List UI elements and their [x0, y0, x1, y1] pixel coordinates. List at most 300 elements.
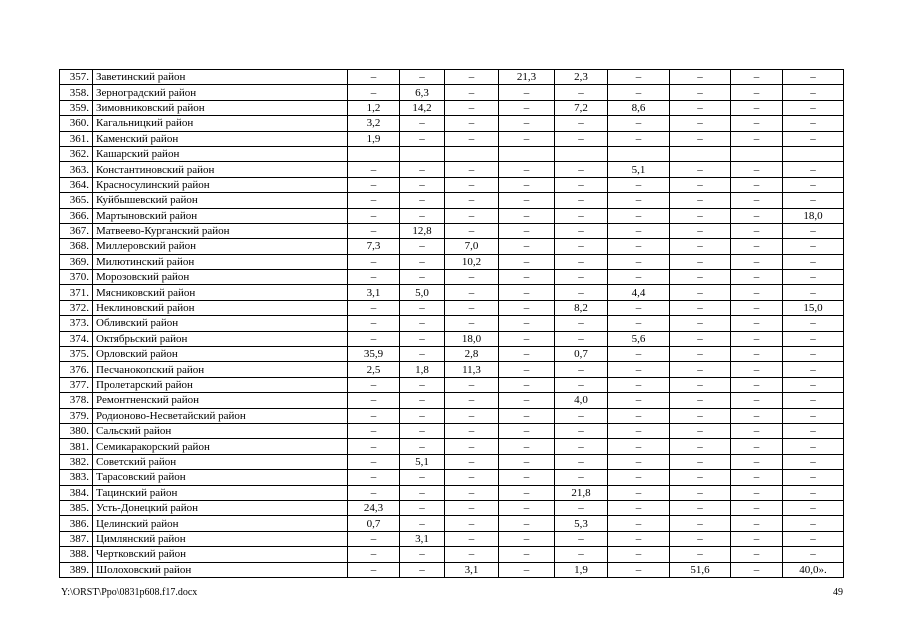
value-cell: –: [670, 485, 731, 500]
district-name: Тацинский район: [93, 485, 348, 500]
table-row: [60, 70, 844, 85]
row-number: 389.: [60, 562, 93, 577]
value-cell: –: [555, 193, 608, 208]
value-cell: –: [731, 316, 783, 331]
value-cell: –: [445, 516, 499, 531]
value-cell: –: [499, 254, 555, 269]
value-cell: –: [608, 439, 670, 454]
value-cell: –: [670, 393, 731, 408]
value-cell: –: [731, 300, 783, 315]
value-cell: –: [348, 85, 400, 100]
value-cell: 7,0: [445, 239, 499, 254]
row-number: 377.: [60, 377, 93, 392]
value-cell: –: [499, 285, 555, 300]
value-cell: –: [783, 177, 844, 192]
row-number: 387.: [60, 531, 93, 546]
value-cell: –: [783, 547, 844, 562]
value-cell: 3,1: [400, 531, 445, 546]
value-cell: –: [348, 316, 400, 331]
value-cell: 21,8: [555, 485, 608, 500]
value-cell: –: [731, 239, 783, 254]
value-cell: –: [608, 423, 670, 438]
district-name: Советский район: [93, 454, 348, 469]
value-cell: –: [608, 500, 670, 515]
value-cell: –: [499, 300, 555, 315]
row-number: 376.: [60, 362, 93, 377]
district-name: Куйбышевский район: [93, 193, 348, 208]
value-cell: 18,0: [783, 208, 844, 223]
table-row: [60, 393, 844, 408]
value-cell: –: [783, 362, 844, 377]
value-cell: –: [400, 377, 445, 392]
value-cell: –: [731, 85, 783, 100]
value-cell: –: [348, 162, 400, 177]
row-number: 370.: [60, 270, 93, 285]
value-cell: –: [445, 177, 499, 192]
value-cell: –: [670, 454, 731, 469]
value-cell: –: [608, 208, 670, 223]
value-cell: –: [670, 347, 731, 362]
table-row: [60, 100, 844, 115]
value-cell: –: [608, 239, 670, 254]
value-cell: –: [400, 177, 445, 192]
value-cell: –: [731, 531, 783, 546]
value-cell: –: [400, 500, 445, 515]
district-name: Зерноградский район: [93, 85, 348, 100]
value-cell: –: [400, 347, 445, 362]
value-cell: –: [608, 454, 670, 469]
district-name: Шолоховский район: [93, 562, 348, 577]
value-cell: 2,8: [445, 347, 499, 362]
value-cell: [555, 146, 608, 161]
value-cell: –: [400, 300, 445, 315]
value-cell: –: [670, 316, 731, 331]
value-cell: –: [348, 439, 400, 454]
value-cell: –: [783, 85, 844, 100]
value-cell: –: [499, 208, 555, 223]
district-name: Заветинский район: [93, 70, 348, 85]
district-name: Кагальницкий район: [93, 116, 348, 131]
row-number: 358.: [60, 85, 93, 100]
value-cell: [783, 146, 844, 161]
value-cell: –: [445, 270, 499, 285]
district-name: Константиновский район: [93, 162, 348, 177]
value-cell: –: [499, 239, 555, 254]
value-cell: –: [348, 547, 400, 562]
table-row: [60, 485, 844, 500]
value-cell: –: [670, 531, 731, 546]
value-cell: –: [499, 393, 555, 408]
value-cell: –: [499, 162, 555, 177]
value-cell: –: [783, 470, 844, 485]
district-name: Цимлянский район: [93, 531, 348, 546]
value-cell: –: [731, 116, 783, 131]
table-row: [60, 347, 844, 362]
value-cell: –: [348, 423, 400, 438]
value-cell: –: [670, 100, 731, 115]
value-cell: [499, 146, 555, 161]
value-cell: –: [608, 377, 670, 392]
value-cell: –: [670, 377, 731, 392]
table-row: [60, 470, 844, 485]
value-cell: –: [555, 362, 608, 377]
value-cell: –: [555, 239, 608, 254]
value-cell: –: [445, 100, 499, 115]
value-cell: –: [731, 177, 783, 192]
value-cell: –: [783, 485, 844, 500]
value-cell: –: [400, 516, 445, 531]
value-cell: –: [783, 285, 844, 300]
value-cell: –: [499, 470, 555, 485]
value-cell: –: [555, 439, 608, 454]
value-cell: 6,3: [400, 85, 445, 100]
value-cell: –: [783, 331, 844, 346]
table-row: [60, 285, 844, 300]
value-cell: –: [499, 85, 555, 100]
district-name: Каменский район: [93, 131, 348, 146]
row-number: 361.: [60, 131, 93, 146]
data-table: [59, 69, 844, 578]
district-name: Усть-Донецкий район: [93, 500, 348, 515]
row-number: 359.: [60, 100, 93, 115]
value-cell: –: [731, 70, 783, 85]
value-cell: 1,2: [348, 100, 400, 115]
value-cell: –: [670, 285, 731, 300]
value-cell: –: [400, 270, 445, 285]
row-number: 372.: [60, 300, 93, 315]
district-name: Орловский район: [93, 347, 348, 362]
district-name: Красносулинский район: [93, 177, 348, 192]
value-cell: [348, 146, 400, 161]
row-number: 385.: [60, 500, 93, 515]
value-cell: –: [731, 470, 783, 485]
table-row: [60, 454, 844, 469]
value-cell: –: [731, 516, 783, 531]
table-row: [60, 500, 844, 515]
value-cell: –: [555, 316, 608, 331]
value-cell: –: [731, 408, 783, 423]
value-cell: 7,3: [348, 239, 400, 254]
value-cell: –: [499, 316, 555, 331]
value-cell: –: [783, 531, 844, 546]
row-number: 368.: [60, 239, 93, 254]
value-cell: –: [731, 562, 783, 577]
value-cell: –: [499, 547, 555, 562]
value-cell: –: [608, 485, 670, 500]
district-name: Мартыновский район: [93, 208, 348, 223]
row-number: 366.: [60, 208, 93, 223]
table-row: [60, 331, 844, 346]
value-cell: –: [783, 393, 844, 408]
value-cell: [670, 146, 731, 161]
footer-file-path: Y:\ORST\Ppo\0831p608.f17.docx: [61, 587, 198, 598]
row-number: 374.: [60, 331, 93, 346]
value-cell: –: [348, 377, 400, 392]
table-row: [60, 193, 844, 208]
value-cell: –: [499, 500, 555, 515]
value-cell: 5,0: [400, 285, 445, 300]
row-number: 373.: [60, 316, 93, 331]
value-cell: –: [348, 270, 400, 285]
row-number: 386.: [60, 516, 93, 531]
table-row: [60, 362, 844, 377]
row-number: 384.: [60, 485, 93, 500]
value-cell: –: [445, 500, 499, 515]
value-cell: –: [783, 254, 844, 269]
value-cell: 18,0: [445, 331, 499, 346]
value-cell: –: [731, 131, 783, 146]
value-cell: –: [608, 470, 670, 485]
value-cell: –: [670, 270, 731, 285]
district-name: Миллеровский район: [93, 239, 348, 254]
value-cell: –: [348, 470, 400, 485]
value-cell: –: [670, 300, 731, 315]
value-cell: –: [608, 300, 670, 315]
district-name: Милютинский район: [93, 254, 348, 269]
table-row: [60, 208, 844, 223]
district-name: Октябрьский район: [93, 331, 348, 346]
value-cell: –: [670, 177, 731, 192]
value-cell: –: [555, 470, 608, 485]
value-cell: –: [670, 70, 731, 85]
value-cell: –: [783, 270, 844, 285]
value-cell: –: [670, 362, 731, 377]
value-cell: –: [783, 116, 844, 131]
value-cell: 11,3: [445, 362, 499, 377]
value-cell: –: [400, 254, 445, 269]
value-cell: –: [499, 377, 555, 392]
value-cell: –: [400, 193, 445, 208]
value-cell: 15,0: [783, 300, 844, 315]
table-row: [60, 131, 844, 146]
value-cell: 1,9: [555, 562, 608, 577]
value-cell: –: [670, 423, 731, 438]
value-cell: –: [670, 439, 731, 454]
value-cell: –: [445, 285, 499, 300]
value-cell: –: [445, 393, 499, 408]
value-cell: [400, 146, 445, 161]
value-cell: –: [445, 131, 499, 146]
value-cell: –: [400, 439, 445, 454]
value-cell: –: [348, 177, 400, 192]
row-number: 367.: [60, 223, 93, 238]
district-name: Мясниковский район: [93, 285, 348, 300]
value-cell: 3,2: [348, 116, 400, 131]
value-cell: 35,9: [348, 347, 400, 362]
row-number: 362.: [60, 146, 93, 161]
value-cell: –: [670, 547, 731, 562]
value-cell: –: [499, 116, 555, 131]
row-number: 388.: [60, 547, 93, 562]
table-row: [60, 146, 844, 161]
footer-page-number: 49: [833, 587, 843, 598]
value-cell: –: [670, 116, 731, 131]
value-cell: –: [608, 516, 670, 531]
value-cell: –: [783, 239, 844, 254]
value-cell: –: [400, 423, 445, 438]
value-cell: –: [400, 316, 445, 331]
value-cell: –: [555, 377, 608, 392]
value-cell: –: [400, 470, 445, 485]
value-cell: –: [555, 500, 608, 515]
value-cell: –: [608, 116, 670, 131]
value-cell: –: [400, 408, 445, 423]
value-cell: –: [400, 131, 445, 146]
value-cell: –: [445, 116, 499, 131]
table-row: [60, 516, 844, 531]
district-name: Матвеево-Курганский район: [93, 223, 348, 238]
value-cell: –: [608, 85, 670, 100]
value-cell: –: [608, 547, 670, 562]
value-cell: –: [499, 131, 555, 146]
district-name: Зимовниковский район: [93, 100, 348, 115]
table-row: [60, 439, 844, 454]
value-cell: –: [731, 377, 783, 392]
value-cell: –: [555, 85, 608, 100]
value-cell: –: [731, 362, 783, 377]
value-cell: –: [499, 100, 555, 115]
value-cell: 3,1: [348, 285, 400, 300]
value-cell: 51,6: [670, 562, 731, 577]
value-cell: –: [348, 531, 400, 546]
table-row: [60, 408, 844, 423]
value-cell: –: [731, 500, 783, 515]
value-cell: –: [499, 177, 555, 192]
value-cell: –: [608, 177, 670, 192]
value-cell: –: [783, 377, 844, 392]
value-cell: –: [499, 270, 555, 285]
value-cell: –: [445, 193, 499, 208]
value-cell: 0,7: [555, 347, 608, 362]
value-cell: –: [445, 531, 499, 546]
value-cell: –: [608, 531, 670, 546]
value-cell: –: [731, 485, 783, 500]
value-cell: [445, 146, 499, 161]
district-name: Кашарский район: [93, 146, 348, 161]
value-cell: –: [555, 116, 608, 131]
value-cell: –: [555, 270, 608, 285]
value-cell: –: [400, 562, 445, 577]
value-cell: –: [783, 316, 844, 331]
district-name: Сальский район: [93, 423, 348, 438]
row-number: 382.: [60, 454, 93, 469]
value-cell: –: [555, 223, 608, 238]
value-cell: 1,8: [400, 362, 445, 377]
value-cell: –: [348, 485, 400, 500]
district-name: Тарасовский район: [93, 470, 348, 485]
value-cell: –: [555, 162, 608, 177]
value-cell: 14,2: [400, 100, 445, 115]
row-number: 364.: [60, 177, 93, 192]
value-cell: –: [499, 362, 555, 377]
value-cell: –: [608, 362, 670, 377]
value-cell: –: [783, 100, 844, 115]
value-cell: –: [608, 562, 670, 577]
value-cell: –: [783, 454, 844, 469]
value-cell: –: [348, 393, 400, 408]
value-cell: 10,2: [445, 254, 499, 269]
value-cell: –: [348, 70, 400, 85]
value-cell: –: [445, 223, 499, 238]
value-cell: –: [555, 331, 608, 346]
value-cell: –: [445, 377, 499, 392]
value-cell: 24,3: [348, 500, 400, 515]
table-row: [60, 239, 844, 254]
value-cell: [608, 146, 670, 161]
value-cell: –: [608, 316, 670, 331]
value-cell: –: [783, 516, 844, 531]
row-number: 365.: [60, 193, 93, 208]
value-cell: –: [731, 254, 783, 269]
district-name: Морозовский район: [93, 270, 348, 285]
value-cell: –: [348, 331, 400, 346]
value-cell: –: [783, 70, 844, 85]
value-cell: –: [731, 423, 783, 438]
value-cell: –: [670, 516, 731, 531]
row-number: 383.: [60, 470, 93, 485]
value-cell: –: [555, 208, 608, 223]
value-cell: –: [348, 254, 400, 269]
value-cell: 8,6: [608, 100, 670, 115]
value-cell: 21,3: [499, 70, 555, 85]
value-cell: –: [608, 270, 670, 285]
value-cell: –: [783, 162, 844, 177]
value-cell: –: [783, 439, 844, 454]
row-number: 380.: [60, 423, 93, 438]
value-cell: –: [608, 254, 670, 269]
value-cell: –: [445, 408, 499, 423]
value-cell: –: [445, 485, 499, 500]
value-cell: –: [499, 439, 555, 454]
value-cell: –: [499, 531, 555, 546]
value-cell: –: [608, 131, 670, 146]
value-cell: –: [555, 547, 608, 562]
value-cell: –: [400, 70, 445, 85]
value-cell: 4,0: [555, 393, 608, 408]
value-cell: –: [670, 193, 731, 208]
row-number: 357.: [60, 70, 93, 85]
table-row: [60, 270, 844, 285]
table-row: [60, 254, 844, 269]
value-cell: –: [445, 454, 499, 469]
value-cell: –: [555, 177, 608, 192]
value-cell: –: [499, 347, 555, 362]
value-cell: –: [670, 500, 731, 515]
value-cell: –: [348, 408, 400, 423]
value-cell: –: [608, 393, 670, 408]
value-cell: –: [499, 331, 555, 346]
value-cell: –: [555, 285, 608, 300]
value-cell: –: [731, 454, 783, 469]
value-cell: –: [555, 454, 608, 469]
value-cell: –: [499, 193, 555, 208]
value-cell: –: [348, 208, 400, 223]
row-number: 371.: [60, 285, 93, 300]
value-cell: –: [731, 393, 783, 408]
value-cell: –: [400, 208, 445, 223]
table-row: [60, 423, 844, 438]
value-cell: –: [731, 270, 783, 285]
value-cell: 4,4: [608, 285, 670, 300]
district-name: Обливский район: [93, 316, 348, 331]
value-cell: 5,6: [608, 331, 670, 346]
value-cell: –: [445, 208, 499, 223]
value-cell: 40,0».: [783, 562, 844, 577]
district-name: Чертковский район: [93, 547, 348, 562]
value-cell: –: [499, 423, 555, 438]
table-row: [60, 177, 844, 192]
value-cell: –: [731, 347, 783, 362]
